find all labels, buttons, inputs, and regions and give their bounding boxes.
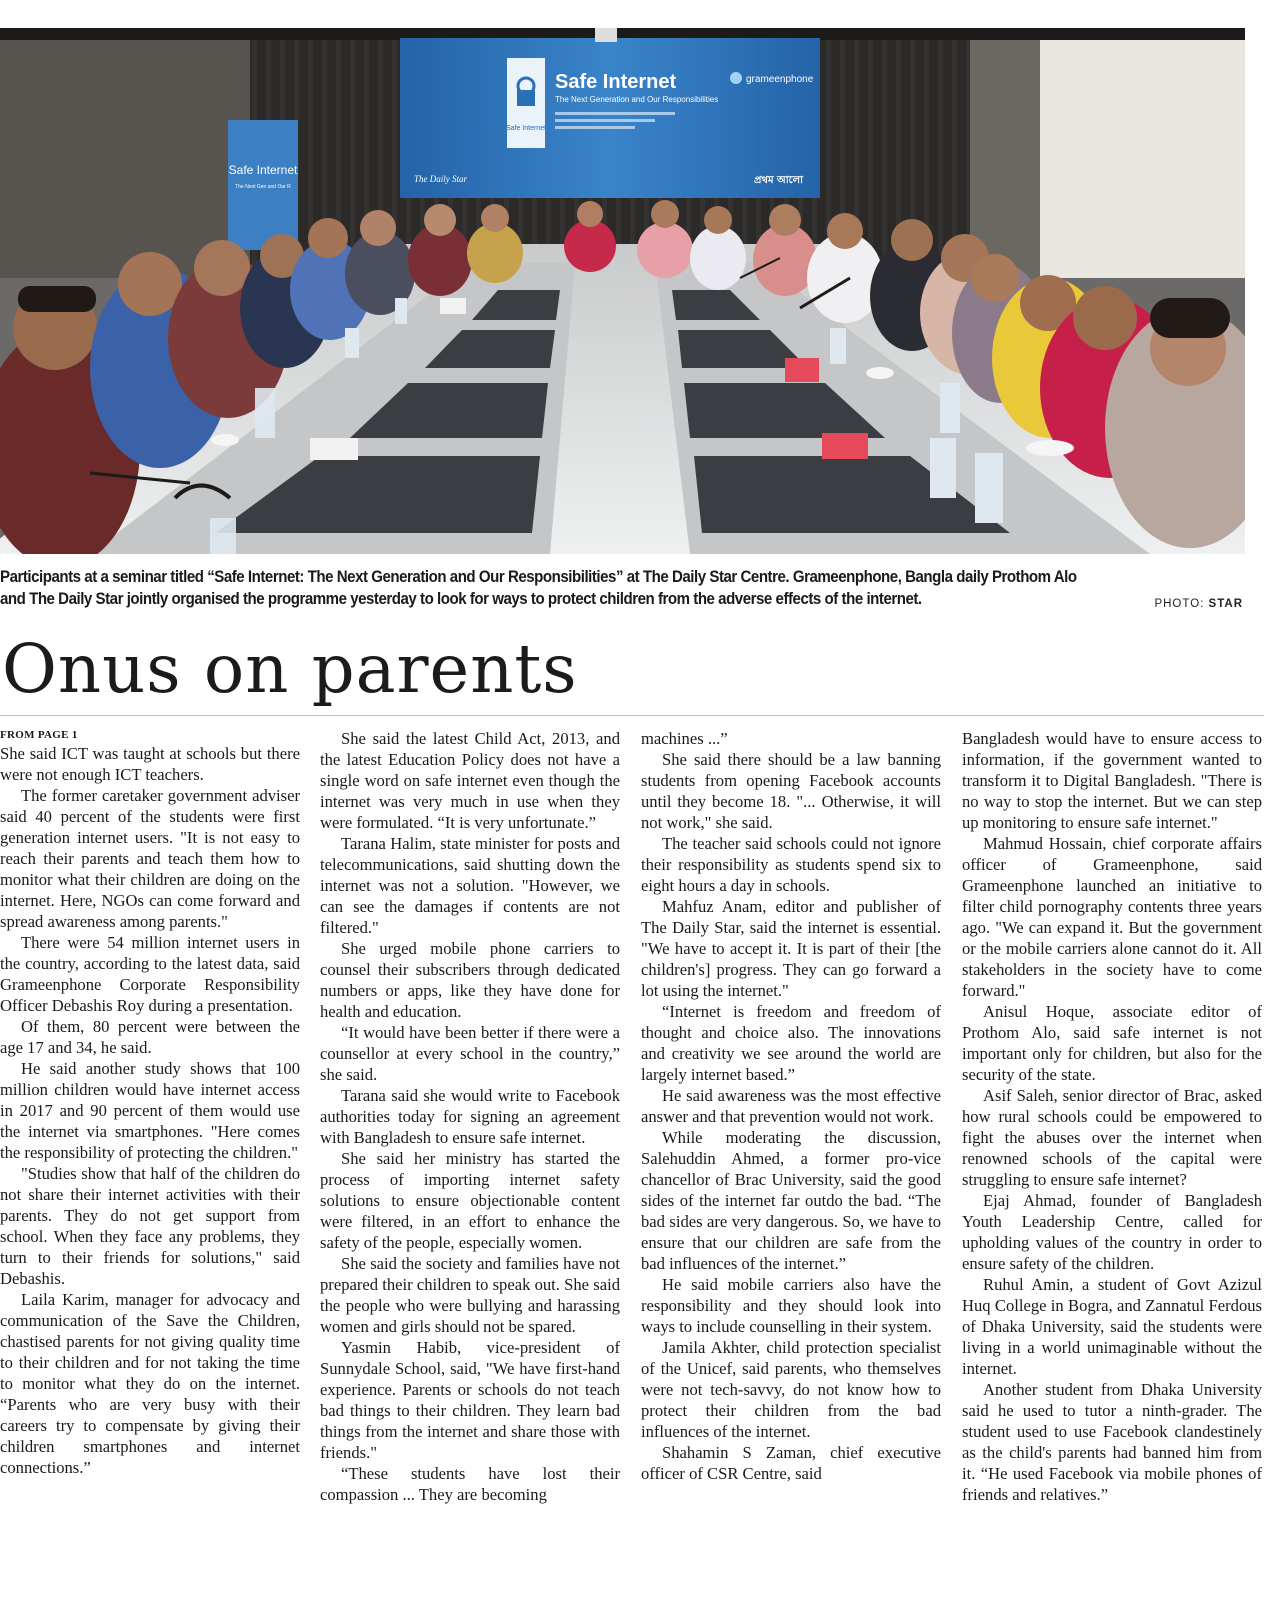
article-paragraph-continued: machines ...”: [641, 729, 728, 748]
banner-brand: grameenphone: [746, 74, 814, 85]
article-paragraph: She said there should be a law banning students from opening Facebook accounts until they become 18. "... Otherwise, it will not work," she said.: [641, 750, 941, 832]
article-paragraph: Ejaj Ahmad, founder of Bangladesh Youth Leadership Centre, called for upholding values of the country in order to ensure safety of the children.: [962, 1191, 1262, 1273]
projector-icon: [595, 28, 617, 42]
photo-credit-label: PHOTO:: [1154, 598, 1205, 610]
seminar-photo: [0, 28, 1245, 554]
article-column-1: [0, 728, 300, 1610]
article-paragraph: “It would have been better if there were a counsellor at every school in the country,” she said.: [320, 1023, 620, 1084]
article-paragraph: She said ICT was taught at schools but there were not enough ICT teachers.: [0, 744, 300, 784]
caption-line-1: Participants at a seminar titled “Safe Internet: The Next Generation and Our Responsibilities” at The Daily Star Centre. Grameenphone, Bangla daily Prothom Alo: [0, 568, 1077, 586]
photo-credit-source: STAR: [1208, 598, 1243, 610]
banner-partner-left: The Daily Star: [414, 174, 467, 184]
article-paragraph: Yasmin Habib, vice-president of Sunnydale School, said, "We have first-hand experience. Parents or schools do not teach bad things to their children. They learn bad things from the internet and share those with friends.": [320, 1338, 620, 1462]
banner-title: Safe Internet: [555, 71, 677, 93]
article-paragraph: He said mobile carriers also have the responsibility and they should look into ways to include counselling in their system.: [641, 1275, 941, 1336]
caption-line-2: and The Daily Star jointly organised the programme yesterday to look for ways to protect children from the adverse effects of the internet.: [0, 590, 922, 608]
article-paragraph: The teacher said schools could not ignore their responsibility as students spend six to eight hours a day in schools.: [641, 834, 941, 895]
article-paragraph: He said another study shows that 100 million children would have internet access in 2017 and 90 percent of them would use the internet via smartphones. "Here comes the responsibility of protecting the children.": [0, 1059, 300, 1162]
article-paragraph: Jamila Akhter, child protection specialist of the Unicef, said parents, who themselves were not tech-savvy, do not know how to protect their children from the bad influences of the internet.: [641, 1338, 941, 1441]
article-paragraph: She urged mobile phone carriers to counsel their subscribers through dedicated numbers or apps, like they have done for health and education.: [320, 939, 620, 1021]
article-paragraph: Shahamin S Zaman, chief executive officer of CSR Centre, said: [641, 1443, 941, 1483]
article-paragraph: “These students have lost their compassion ... They are becoming: [320, 1464, 620, 1504]
article-paragraph: He said awareness was the most effective answer and that prevention would not work.: [641, 1086, 941, 1126]
article-paragraph: Laila Karim, manager for advocacy and communication of the Save the Children, chastised parents for not giving quality time to their children and for not taking the time to monitor what they do on the internet. “Parents who are very busy with their careers try to compensate by giving their children smartphones and internet connections.”: [0, 1290, 300, 1477]
article-paragraph: While moderating the discussion, Salehuddin Ahmed, a former pro-vice chancellor of Brac University, said the good sides of the internet far outdo the bad. “The bad sides are very dangerous. So, we have to ensure that our children are safe from the bad influences of the internet.”: [641, 1128, 941, 1273]
article-paragraph: She said the latest Child Act, 2013, and the latest Education Policy does not have a single word on safe internet even though the internet was very much in use when they were formulated. “It is very unfortunate.”: [320, 729, 620, 832]
grameenphone-logo-icon: [730, 72, 742, 84]
article-column-2: [320, 728, 620, 1610]
photo-caption: [0, 566, 1244, 610]
article-paragraph: Mahmud Hossain, chief corporate affairs officer of Grameenphone, said Grameenphone launched an initiative to filter child pornography contents three years ago. "We can expand it. But the government or the mobile carriers alone cannot do it. All stakeholders in the society have to come forward.": [962, 834, 1262, 1000]
article-paragraph: Ruhul Amin, a student of Govt Azizul Huq College in Bogra, and Zannatul Ferdous of Dhaka University, said the students were living in a world unimaginable without the internet.: [962, 1275, 1262, 1378]
banner-partner-right: প্রথম আলো: [754, 175, 804, 186]
article-paragraph: Asif Saleh, senior director of Brac, asked how rural schools could be empowered to fight the abuses over the internet when renowned schools of the capital were struggling to ensure safe internet?: [962, 1086, 1262, 1189]
article-paragraph: Tarana said she would write to Facebook authorities today for signing an agreement with Bangladesh to ensure safe internet.: [320, 1086, 620, 1147]
article-column-4: [962, 728, 1262, 1610]
article-paragraph: Anisul Hoque, associate editor of Prothom Alo, said safe internet is not important only for children, but also for the security of the state.: [962, 1002, 1262, 1084]
article-paragraph: Mahfuz Anam, editor and publisher of The Daily Star, said the internet is essential. "We have to accept it. It is part of their [the children's] progress. They can go forward a lot using the internet.": [641, 897, 941, 1000]
article-paragraph: She said the society and families have not prepared their children to speak out. She said the people who were bullying and harassing women and girls should not be spared.: [320, 1254, 620, 1336]
seminar-photo-illustration: [0, 28, 1245, 554]
side-banner-sub: The Next Gen and Our R: [235, 184, 291, 190]
article-paragraph: There were 54 million internet users in the country, according to the latest data, said Grameenphone Corporate Responsibility Officer Debashis Roy during a presentation.: [0, 933, 300, 1015]
article-paragraph: “Internet is freedom and freedom of thought and choice also. The innovations and creativity we see around the world are largely internet based.”: [641, 1002, 941, 1084]
photo-credit: [1154, 598, 1243, 610]
banner-logo-caption: Safe Internet: [505, 125, 547, 132]
article-paragraph-continued: Bangladesh would have to ensure access to information, if the government wanted to transform it to Digital Bangladesh. "There is no way to stop the internet. But we can step up monitoring to ensure safe internet.": [962, 729, 1262, 832]
article-paragraph: Tarana Halim, state minister for posts and telecommunications, said shutting down the internet was not a solution. "However, we can see the damages if contents are not filtered.": [320, 834, 620, 937]
side-banner-title: Safe Internet: [228, 163, 298, 177]
from-page-label: FROM PAGE 1: [0, 729, 78, 741]
article-paragraph: Of them, 80 percent were between the age 17 and 34, he said.: [0, 1017, 300, 1057]
headline-divider: [0, 715, 1264, 716]
article-paragraph: Another student from Dhaka University said he used to tutor a ninth-grader. The student used to use Facebook clandestinely as the child's parents had banned him from it. “He used Facebook via mobile phones of friends and relatives.”: [962, 1380, 1262, 1504]
article-column-3: [641, 728, 941, 1610]
safe-internet-banner: [400, 38, 820, 198]
banner-subtitle: The Next Generation and Our Responsibilities: [555, 95, 719, 104]
article-paragraph: The former caretaker government adviser said 40 percent of the students were first generation internet users. "It is not easy to reach their parents and teach them how to monitor what their children are doing on the internet. Here, NGOs can come forward and spread awareness among parents.": [0, 786, 300, 931]
article-paragraph: She said her ministry has started the process of importing internet safety solutions to ensure objectionable content were filtered, in an effort to enhance the safety of the people, especially women.: [320, 1149, 620, 1252]
headline: Onus on parents: [2, 630, 578, 708]
article-paragraph: "Studies show that half of the children do not share their internet activities with their parents. They do not get support from school. When they face any problems, they turn to their friends for solutions," said Debashis.: [0, 1164, 300, 1288]
side-banner: [228, 120, 298, 250]
